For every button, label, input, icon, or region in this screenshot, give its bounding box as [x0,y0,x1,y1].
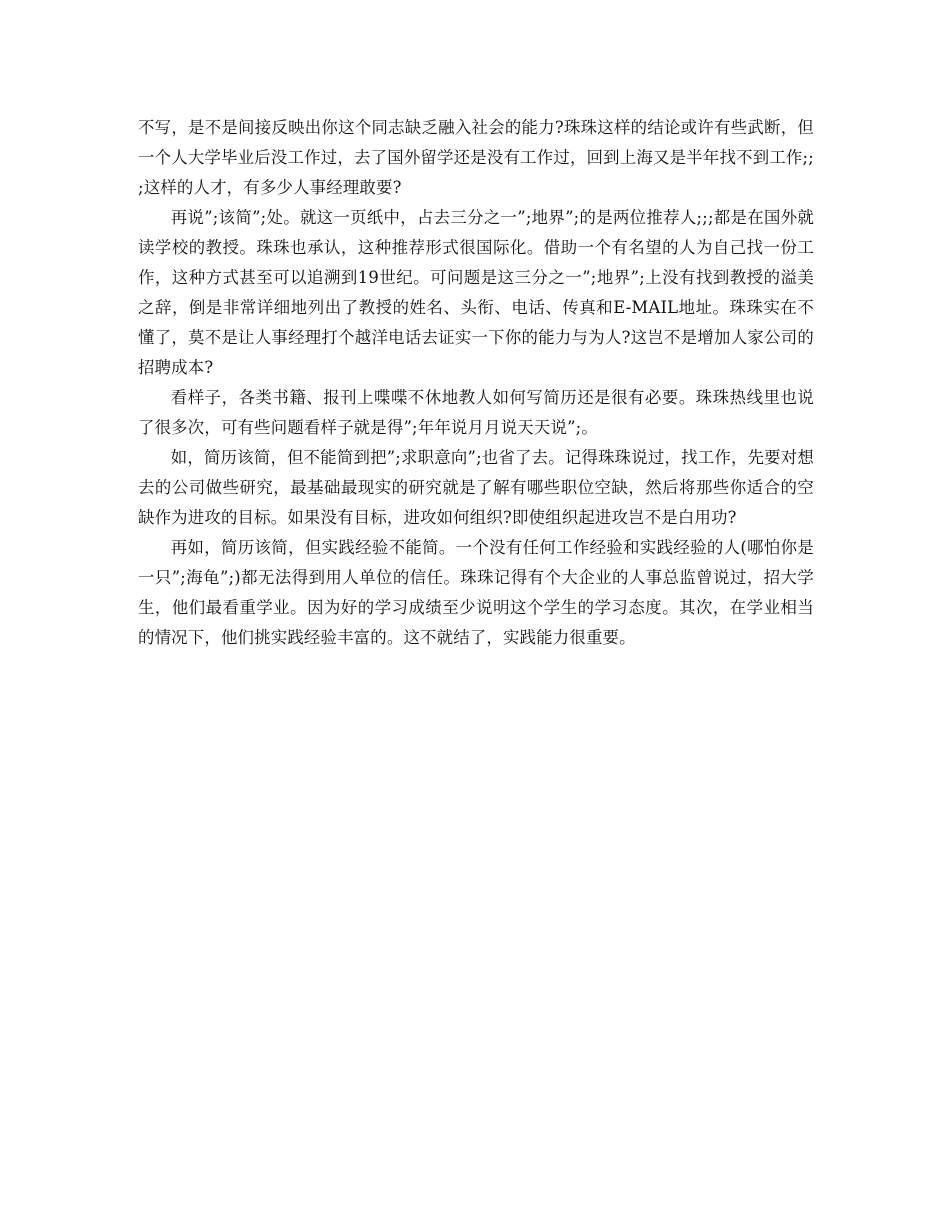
document-body [138,113,814,653]
paragraph-3: 看样子，各类书籍、报刊上喋喋不休地教人如何写简历还是很有必要。珠珠热线里也说了很多次，可有些问题看样子就是得”;年年说月月说天天说”;。 [138,388,814,437]
paragraph-5: 再如，简历该简，但实践经验不能简。一个没有任何工作经验和实践经验的人(哪怕你是一只”;海龟”;)都无法得到用人单位的信任。珠珠记得有个大企业的人事总监曾说过，招大学生，他们最看重学业。因为好的学习成绩至少说明这个学生的学习态度。其次，在学业相当的情况下，他们挑实践经验丰富的。这不就结了，实践能力很重要。 [138,538,814,647]
paragraph-4: 如，简历该简，但不能简到把”;求职意向”;也省了去。记得珠珠说过，找工作，先要对想去的公司做些研究，最基础最现实的研究就是了解有哪些职位空缺，然后将那些你适合的空缺作为进攻的目标。如果没有目标，进攻如何组织?即使组织起进攻岂不是白用功? [138,448,814,527]
paragraph-2: 再说”;该简”;处。就这一页纸中，占去三分之一”;地界”;的是两位推荐人;;;都是在国外就读学校的教授。珠珠也承认，这种推荐形式很国际化。借助一个有名望的人为自己找一份工作，这种方式甚至可以追溯到19世纪。可问题是这三分之一”;地界”;上没有找到教授的溢美之辞，倒是非常详细地列出了教授的姓名、头衔、电话、传真和E-MAIL地址。珠珠实在不懂了，莫不是让人事经理打个越洋电话去证实一下你的能力与为人?这岂不是增加人家公司的招聘成本? [138,208,814,377]
paragraph-1: 不写，是不是间接反映出你这个同志缺乏融入社会的能力?珠珠这样的结论或许有些武断，但一个人大学毕业后没工作过，去了国外留学还是没有工作过，回到上海又是半年找不到工作;;;这样的人才，有多少人事经理敢要? [138,118,814,197]
